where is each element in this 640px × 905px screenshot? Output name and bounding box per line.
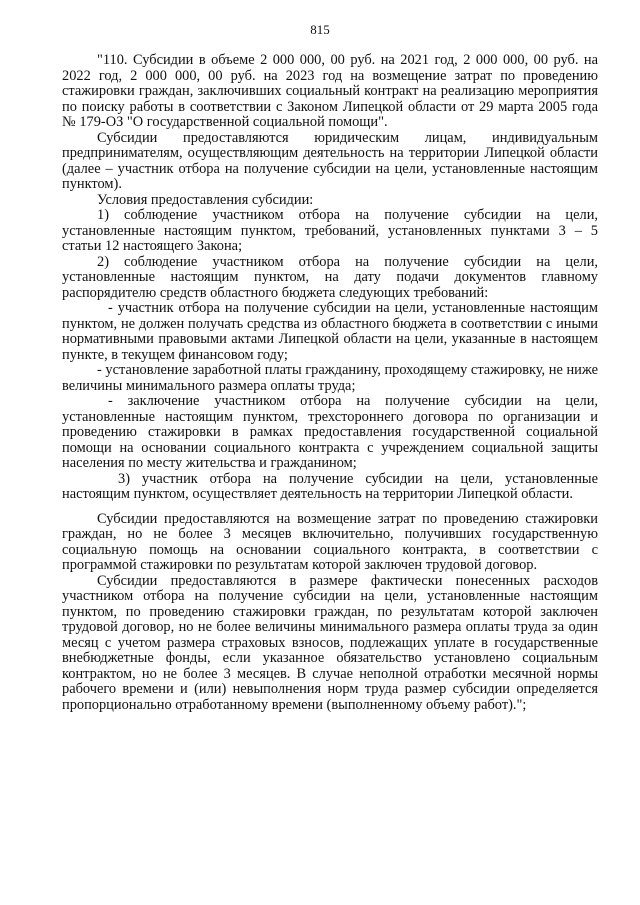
page-number: 815 [310, 22, 330, 37]
paragraph-item-110: "110. Субсидии в объеме 2 000 000, 00 руб. на 2021 год, 2 000 000, 00 руб. на 2022 год, 2 000 000, 00 руб. на 2023 год на возмещение затрат по проведению стажировки граждан, заключивших социальный контракт на реализацию мероприятия по поиску работы в соответствии с Законом Липецкой области от 29 марта 2005 года № 179-ОЗ "О государственной социальной помощи". [62, 52, 598, 130]
paragraph-requirement-wage: - установление заработной платы гражданину, проходящему стажировку, не ниже величины минимального размера оплаты труда; [62, 362, 598, 394]
paragraph-requirement-no-other-funds: - участник отбора на получение субсидии на цели, установленные настоящим пунктом, не должен получать средства из областного бюджета в соответствии с иными нормативными правовыми актами Липецкой области на цели, указанные в настоящем пункте, в текущем финансовом году; [62, 300, 598, 363]
paragraph-reimbursement-scope: Субсидии предоставляются на возмещение затрат по проведению стажировки граждан, но не более 3 месяцев включительно, получивших государственную социальную помощь на основании социального контракта, в соответствии с программой стажировки по результатам которой заключен трудовой договор. [62, 510, 598, 573]
paragraph-conditions-heading: Условия предоставления субсидии: [97, 191, 314, 208]
paragraph-condition-2: 2) соблюдение участником отбора на получение субсидии на цели, установленные настоящим пунктом, на дату подачи документов главному распорядителю средств областного бюджета следующих требований: [62, 253, 598, 301]
paragraph-requirement-tripartite-contract: - заключение участником отбора на получение субсидии на цели, установленные настоящим пунктом, трехстороннего договора по организации и проведению стажировки в рамках предоставления государственной социальной помощи на основании социального контракта с учреждением социальной защиты населения по месту жительства и гражданином; [62, 393, 598, 471]
document-body [62, 53, 598, 713]
paragraph-subsidy-amount: Субсидии предоставляются в размере фактически понесенных расходов участником отбора на получение субсидии на цели, установленные настоящим пунктом, по проведению стажировки граждан, по результатам которой заключен трудовой договор, но не более величины минимального размера оплаты труда за один месяц с учетом размера страховых взносов, подлежащих уплате в государственные внебюджетные фонды, если указанное обязательство установлено социальным контрактом, но не более 3 месяцев. В случае неполной отработки месячной нормы рабочего времени и (или) невыполнения норм труда размер субсидии определяется пропорционально отработанному времени (выполненному объему работ)."; [62, 572, 598, 713]
paragraph-condition-1: 1) соблюдение участником отбора на получение субсидии на цели, установленные настоящим пунктом, требований, установленных пунктами 3 – 5 статьи 12 настоящего Закона; [62, 207, 598, 254]
paragraph-condition-3: 3) участник отбора на получение субсидии на цели, установленные настоящим пунктом, осуществляет деятельность на территории Липецкой области. [62, 470, 598, 502]
paragraph-recipients: Субсидии предоставляются юридическим лицам, индивидуальным предпринимателям, осуществляющим деятельность на территории Липецкой области (далее – участник отбора на получение субсидии на цели, установленные настоящим пунктом). [62, 129, 598, 192]
